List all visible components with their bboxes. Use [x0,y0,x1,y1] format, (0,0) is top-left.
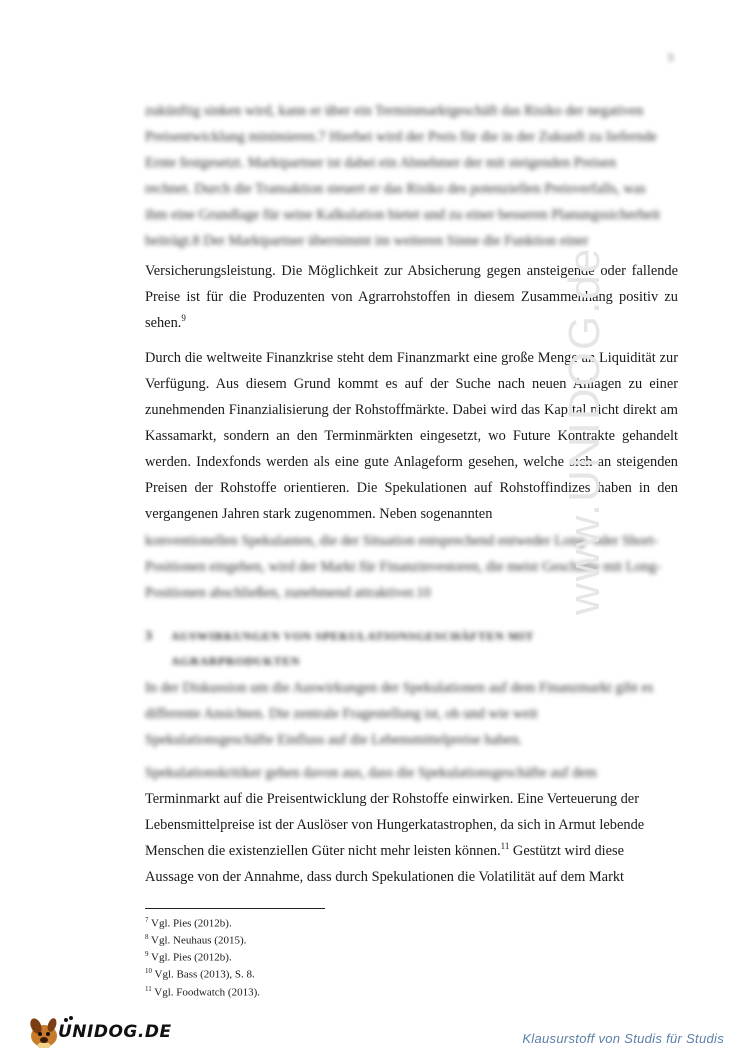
footnote [145,983,260,1000]
text-line: Positionen eingehen, wird der Markt für Finanzinvestoren, die meist Geschäfte mit Long- [145,559,661,575]
footnote-text: Vgl. Pies (2012b). [148,951,232,964]
logo-text: UNIDOG.DE [58,1022,172,1042]
blurred-section-intro [145,675,678,753]
text-line: Aussage von der Annahme, dass durch Spekulationen die Volatilität auf dem Markt [145,869,625,885]
section-number: 3 [145,629,153,644]
text-segment: Menschen die existenziellen Güter nicht mehr leisten können. [145,843,501,859]
footnote-number: 9 [145,950,149,959]
text-line: In der Diskussion um die Auswirkungen der Spekulationen auf dem Finanzmarkt gibt es [145,680,654,696]
text-line: zukünftig sinken wird, kann er über ein Terminmarktgeschäft das Risiko der negativen [145,103,644,119]
footnote [145,965,260,982]
heading-line-2: AGRARPRODUKTEN [171,654,301,668]
section-heading [145,624,665,674]
footnote-number: 7 [145,916,149,924]
text-line: Spekulationsgeschäfte Einfluss auf die Lebensmittelpreise haben. [145,732,523,748]
text-line [145,838,678,864]
footnote-ref: 11 [500,841,510,852]
footnote-text: Vgl. Neuhaus (2015). [148,934,247,947]
paragraph-text: Durch die weltweite Finanzkrise steht dem Finanzmarkt eine große Menge an Liquidität zur Verfügung. Aus diesem Grund kommt es auf der Suche nach neuen Anlagen zu einer zunehmenden Finanzialisierung der Rohstoffmärkte. Dabei wird das Kapital nicht direkt am Kassamarkt, sondern an den Terminmärkten eingesetzt, wo Future Kontrakte gehandelt werden. Indexfonds werden als eine gute Anlageform gesehen, welche sich an steigenden Preisen der Rohstoffe orientieren. Die Spekulationen auf Rohstoffindizes haben in den vergangenen Jahren stark zugenommen. Neben sogenannten [145,350,678,522]
paragraph-text: Versicherungsleistung. Die Möglichkeit zur Absicherung gegen ansteigende oder fallende Preise ist für die Produzenten von Agrarrohstoffen in diesem Zusammenhang positiv zu sehen. [145,263,678,331]
text-line: Positionen abschließen, zunehmend attraktiver.10 [145,585,431,601]
footnote [145,914,260,931]
text-line: Lebensmittelpreise ist der Auslöser von Hungerkatastrophen, da sich in Armut lebende [145,817,645,833]
footnote-text: Vgl. Bass (2013), S. 8. [152,969,255,982]
footnote-text: Vgl. Pies (2012b). [148,917,232,930]
footnote-number: 10 [145,967,152,976]
paragraph-terminmarkt [145,786,678,890]
footnotes [145,914,260,1000]
footnote [145,931,260,948]
blurred-paragraph-line [145,760,678,786]
text-line: Preisentwicklung minimieren.7 Hierbei wird der Preis für die in der Zukunft zu liefernde [145,129,657,145]
page-number: 5 [668,52,674,64]
text-line: Terminmarkt auf die Preisentwicklung der Rohstoffe einwirken. Eine Verteuerung der [145,791,639,807]
heading-line-1: AUSWIRKUNGEN VON SPEKULATIONSGESCHÄFTEN MIT [171,629,534,643]
tagline: Klausurstoff von Studis für Studis [522,1031,724,1046]
text-line: Ernte festgesetzt. Marktpartner ist dabei ein Abnehmer der mit steigenden Preisen [145,155,617,171]
footnote-number: 11 [145,984,152,993]
text-line: rechnet. Durch die Transaktion steuert er das Risiko des potenziellen Preisverfalls, was [145,181,646,197]
footnote-ref: 9 [181,313,186,324]
blurred-top-paragraph [145,98,678,254]
footnote-number: 8 [145,933,149,942]
footnote [145,948,260,965]
text-line: beiträgt.8 Der Marktpartner übernimmt im weiteren Sinne die Funktion einer [145,233,589,249]
text-line: differente Ansichten. Die zentrale Fragestellung ist, ob und wie weit [145,706,538,722]
text-line: Spekulationskritiker gehen davon aus, dass die Spekulationsgeschäfte auf dem [145,765,597,781]
text-line: ihm eine Grundlage für seine Kalkulation bietet und zu einer besseren Planungssicherheit [145,207,661,223]
text-segment: Gestützt wird diese [509,843,625,859]
watermark: www.UNIDOG.de [560,246,609,615]
footnote-rule [145,908,325,909]
text-line: konventionellen Spekulanten, die der Situation entsprechend entweder Long- oder Short- [145,533,659,549]
footnote-text: Vgl. Foodwatch (2013). [151,986,261,999]
